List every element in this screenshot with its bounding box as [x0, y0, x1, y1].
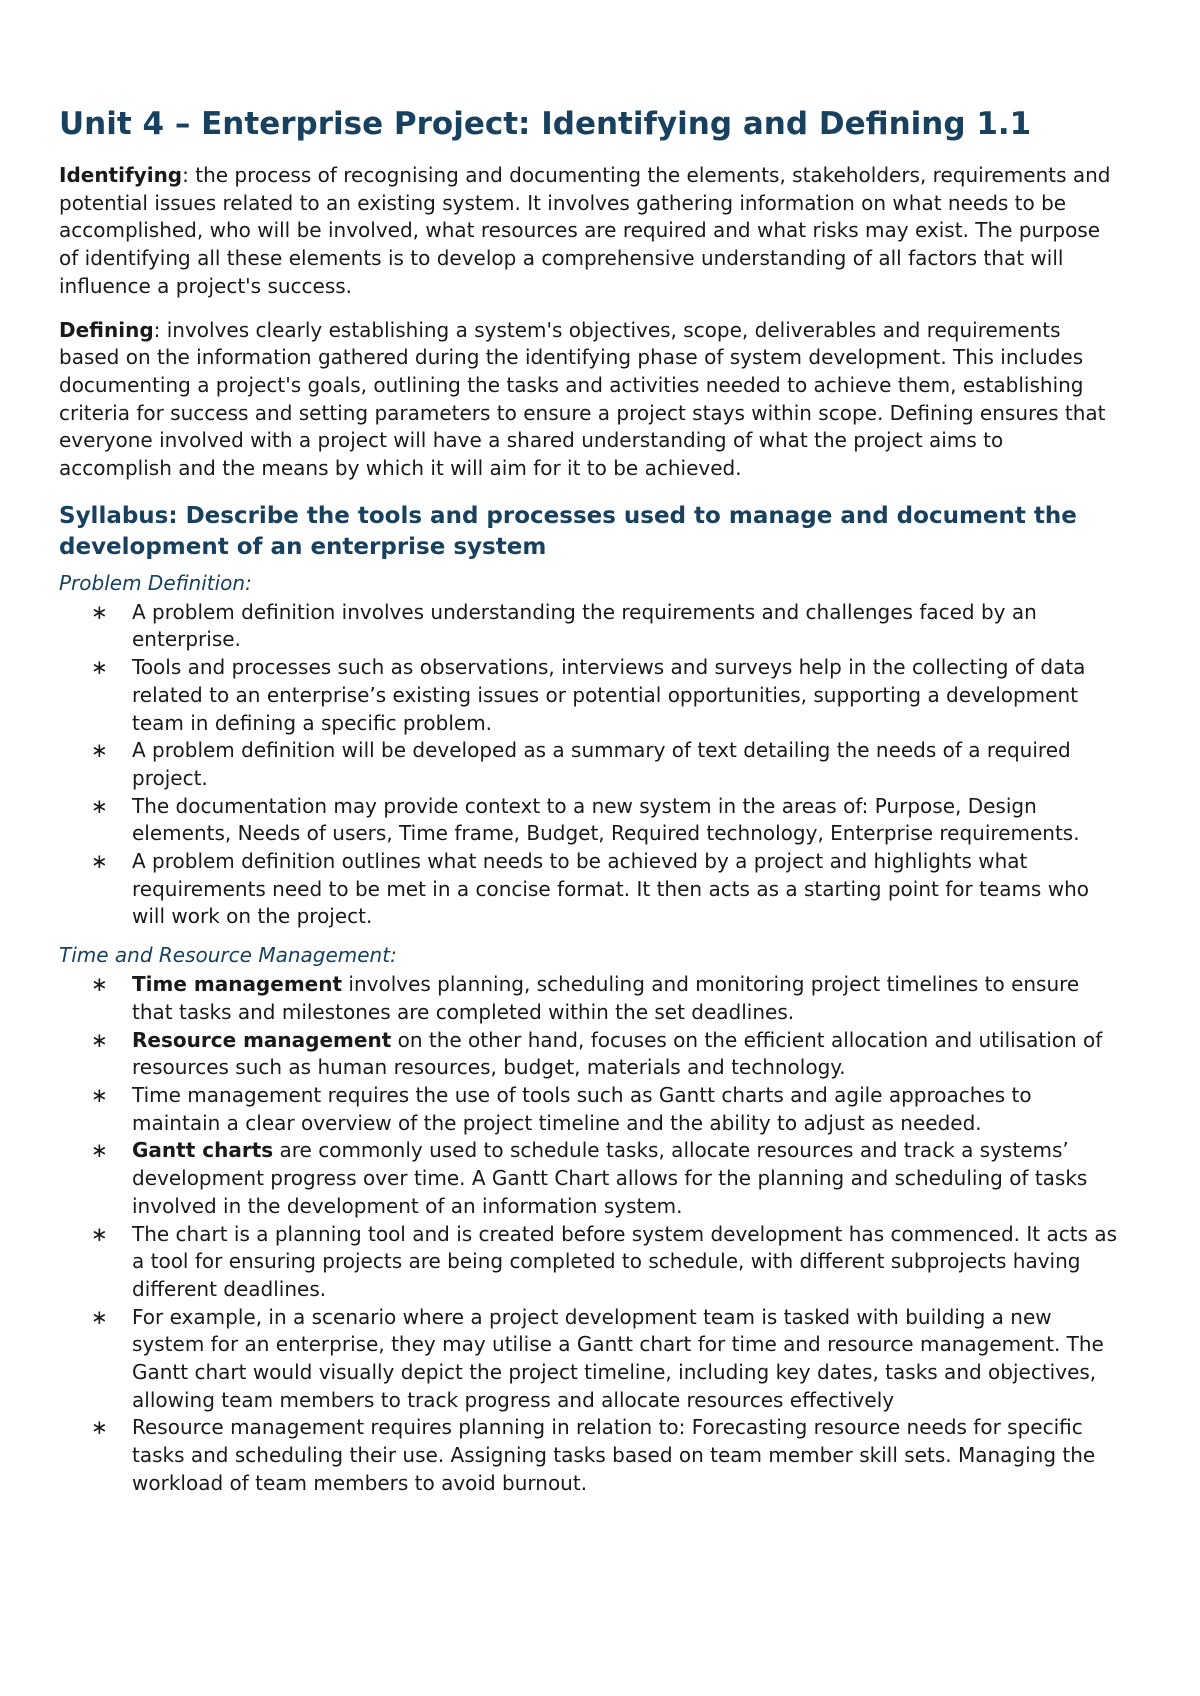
list-item-text: For example, in a scenario where a project development team is tasked with building a new system for an enterprise, they may utilise a Gantt chart for time and resource management. The Gantt chart would visually depict the project timeline, including key dates, tasks and objectives, allowing team members to track progress and allocate resources effectively	[132, 1304, 1104, 1412]
list-item-text: The documentation may provide context to a new system in the areas of: Purpose, Design elements, Needs of users, Time frame, Budget, Required technology, Enterprise requirements.	[132, 793, 1080, 846]
list-item-text: Time management requires the use of tools such as Gantt charts and agile approaches to maintain a clear overview of the project timeline and the ability to adjust as needed.	[132, 1082, 1032, 1135]
list-item-text: involves planning, scheduling and monitoring project timelines to ensure that tasks and milestones are completed within the set deadlines.	[132, 972, 1080, 1024]
syllabus-heading: Syllabus: Describe the tools and processes used to manage and document the development of an enterprise system	[59, 502, 1077, 560]
bullet-icon: ∗	[91, 1082, 108, 1107]
time-resource-heading: Time and Resource Management:	[59, 943, 397, 968]
list-item	[59, 654, 1120, 737]
list-item-text: are commonly used to schedule tasks, allocate resources and track a systems’ development progress over time. A Gantt Chart allows for the planning and scheduling of tasks involved in the development of an information system.	[132, 1138, 1088, 1218]
bullet-icon: ∗	[91, 1221, 108, 1246]
list-item-text: on the other hand, focuses on the efficient allocation and utilisation of resources such as human resources, budget, materials and technology.	[132, 1027, 1103, 1080]
list-item	[59, 1137, 1120, 1220]
identifying-text: : the process of recognising and documenting the elements, stakeholders, requirements and potential issues related to an existing system. It involves gathering information on what needs to be accomplished, who will be involved, what resources are required and what risks may exist. The purpose of identifying all these elements is to develop a comprehensive understanding of all factors that will influence a project's success.	[59, 163, 1111, 298]
list-item-text: Resource management requires planning in relation to: Forecasting resource needs for specific tasks and scheduling their use. Assigning tasks based on team member skill sets. Managing the workload of team members to avoid burnout.	[132, 1415, 1096, 1495]
page-title: Unit 4 – Enterprise Project: Identifying and Defining 1.1	[59, 106, 1032, 142]
bullet-icon: ∗	[91, 793, 108, 818]
bullet-icon: ∗	[91, 1027, 108, 1052]
list-item	[59, 737, 1120, 792]
bullet-icon: ∗	[91, 849, 108, 874]
list-item	[59, 1082, 1120, 1137]
list-item	[59, 1414, 1120, 1497]
defining-text: : involves clearly establishing a system's objectives, scope, deliverables and requirements based on the information gathered during the identifying phase of system development. This includes documenting a project's goals, outlining the tasks and activities needed to achieve them, establishing criteria for success and setting parameters to ensure a project stays within scope. Defining ensures that everyone involved with a project will have a shared understanding of what the project aims to accomplish and the means by which it will aim for it to be achieved.	[59, 317, 1106, 481]
list-item	[59, 1027, 1120, 1082]
list-item	[59, 1221, 1120, 1304]
problem-definition-list	[59, 599, 1120, 931]
list-item	[59, 1304, 1120, 1415]
bullet-icon: ∗	[91, 1138, 108, 1163]
bullet-icon: ∗	[91, 972, 108, 997]
list-item-term: Gantt charts	[132, 1138, 274, 1163]
bullet-icon: ∗	[91, 655, 108, 680]
bullet-icon: ∗	[91, 1415, 108, 1440]
list-item-text: A problem definition involves understanding the requirements and challenges faced by an enterprise.	[132, 599, 1037, 652]
list-item-text: Tools and processes such as observations, interviews and surveys help in the collecting of data related to an enterprise’s existing issues or potential opportunities, supporting a development team in defining a specific problem.	[132, 655, 1086, 735]
bullet-icon: ∗	[91, 1304, 108, 1329]
bullet-icon: ∗	[91, 738, 108, 763]
list-item-text: A problem definition outlines what needs to be achieved by a project and highlights what requirements need to be met in a concise format. It then acts as a starting point for teams who will work on the project.	[132, 849, 1089, 929]
list-item-text: The chart is a planning tool and is created before system development has commenced. It acts as a tool for ensuring projects are being completed to schedule, with different subprojects having different deadlines.	[132, 1221, 1117, 1301]
identifying-paragraph	[59, 162, 1120, 301]
defining-paragraph	[59, 317, 1120, 483]
list-item	[59, 848, 1120, 931]
list-item-text: A problem definition will be developed as a summary of text detailing the needs of a required project.	[132, 738, 1071, 790]
problem-definition-heading: Problem Definition:	[59, 570, 252, 595]
list-item	[59, 971, 1120, 1026]
list-item-term: Time management	[132, 972, 343, 997]
defining-term: Defining	[59, 317, 154, 342]
list-item	[59, 599, 1120, 654]
time-resource-list	[59, 971, 1120, 1497]
list-item	[59, 793, 1120, 848]
list-item-term: Resource management	[132, 1027, 392, 1052]
identifying-term: Identifying	[59, 163, 183, 187]
bullet-icon: ∗	[91, 599, 108, 624]
